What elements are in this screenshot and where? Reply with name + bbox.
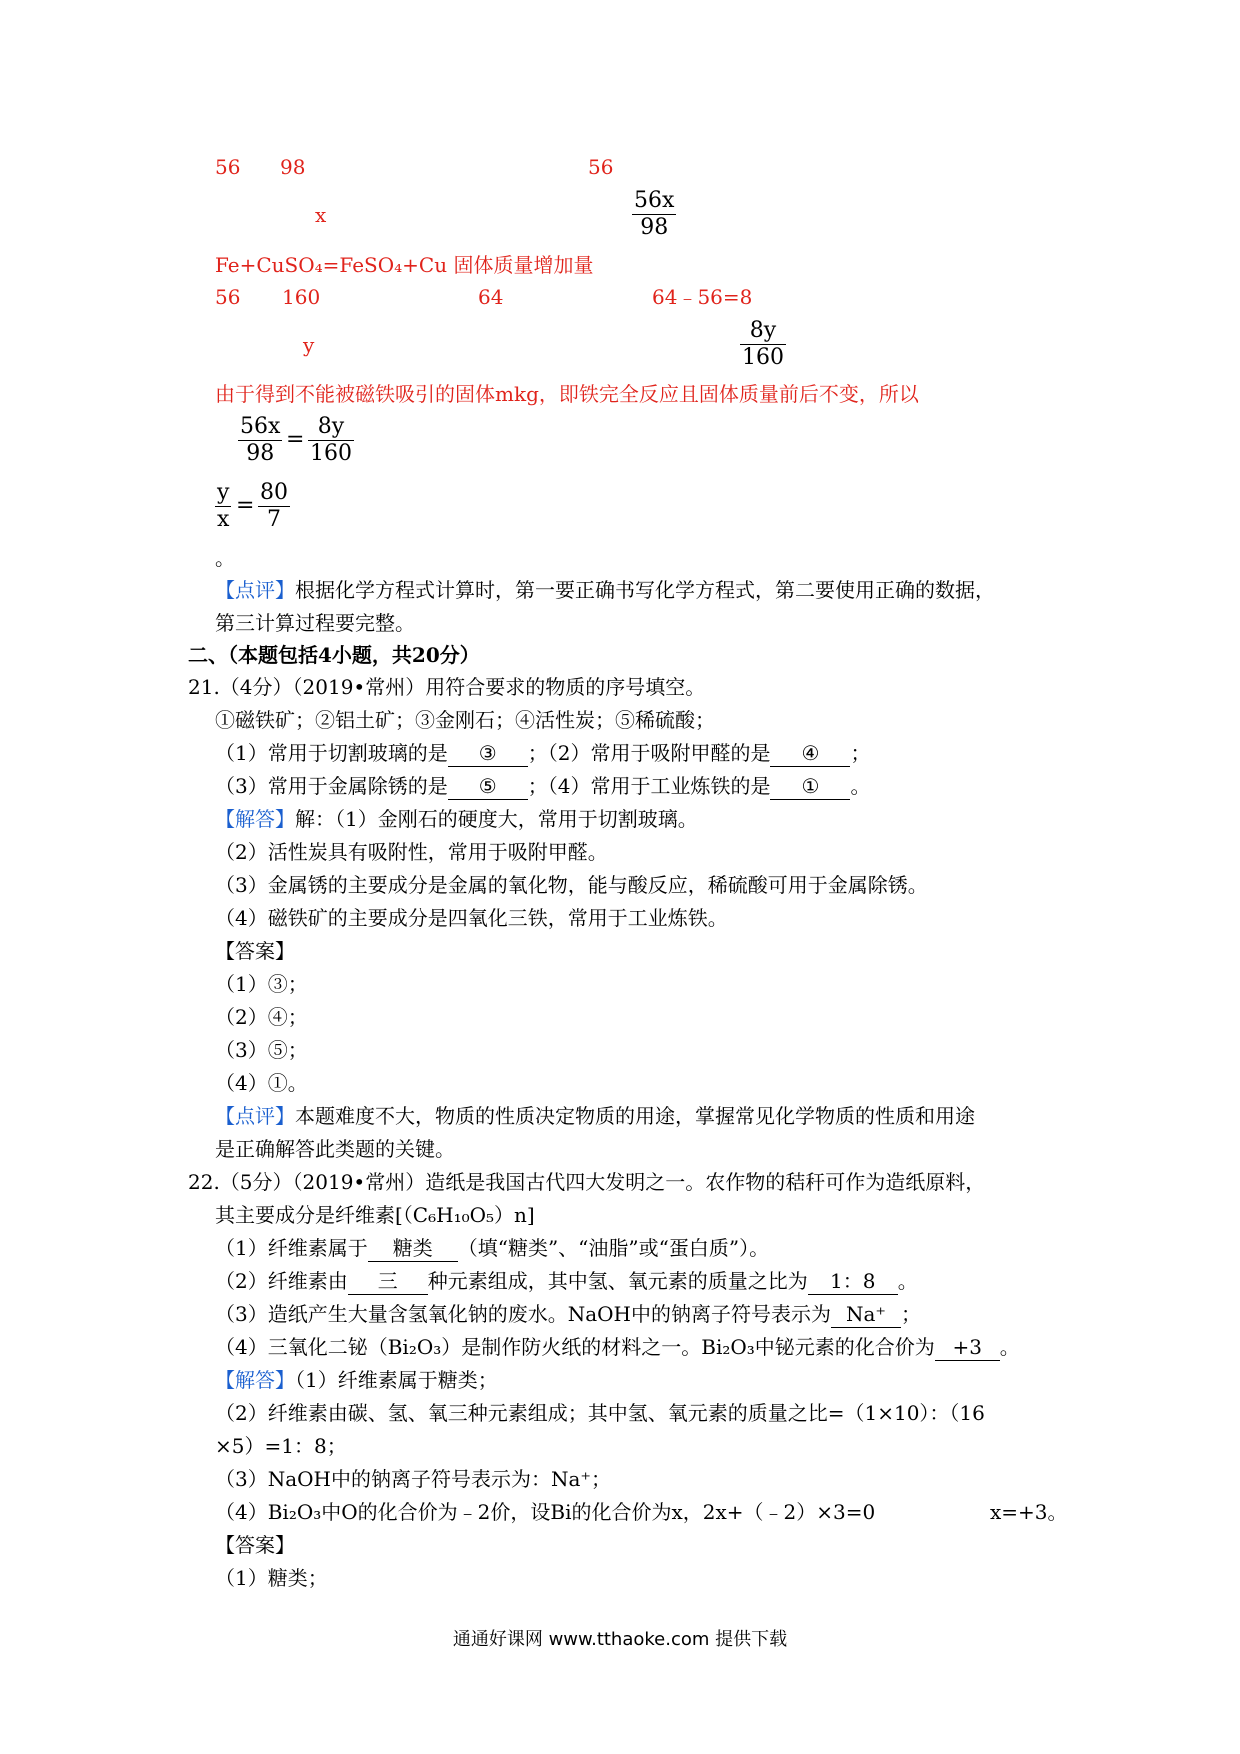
section-title: 二、（本题包括4小题，共20分） [188, 643, 480, 667]
answer-blank: Na⁺ [831, 1301, 901, 1328]
answer-blank: ④ [770, 740, 850, 767]
q21-solution-1 [215, 806, 698, 832]
review-tag: 【点评】 [215, 578, 295, 602]
q22-stem-2: 其主要成分是纤维素[（C₆H₁₀O₅）n] [215, 1203, 535, 1227]
q21-solution-2: （2）活性炭具有吸附性，常用于吸附甲醛。 [215, 840, 608, 864]
solution-tag: 【解答】 [215, 807, 295, 831]
q22-text: （填“糖类”、“油脂”或“蛋白质”）。 [457, 1236, 770, 1260]
q21-text: ； [850, 741, 871, 765]
calc-row3-a: 56 [215, 285, 241, 309]
equals-sign: = [236, 493, 255, 518]
solution-text: （1）纤维素属于糖类； [295, 1368, 498, 1392]
frac-den: 160 [310, 441, 352, 466]
page-footer: 通通好课网 www.tthaoke.com 提供下载 [452, 1629, 788, 1650]
fraction-8y-160 [740, 318, 786, 371]
fraction-8y-160-eq [308, 414, 354, 467]
q22-text: 。 [897, 1269, 918, 1293]
calc-row3-c: 64 [478, 285, 504, 309]
q22-text: 。 [999, 1335, 1020, 1359]
calc-period: 。 [215, 546, 235, 570]
calc-x-label: x [315, 203, 327, 227]
frac-num: 8y [308, 414, 354, 441]
q22-part-4 [215, 1334, 1020, 1361]
review-tag: 【点评】 [215, 1104, 295, 1128]
q22-solution-3: （3）NaOH中的钠离子符号表示为：Na⁺； [215, 1467, 611, 1491]
frac-num: 8y [740, 318, 786, 345]
q22-text: （3）造纸产生大量含氢氧化钠的废水。NaOH中的钠离子符号表示为 [215, 1302, 831, 1326]
q22-solution-4a: （4）Bi₂O₃中O的化合价为﹣2价，设Bi的化合价为x，2x+（﹣2）×3=0 [215, 1500, 876, 1524]
frac-num: 56x [634, 188, 675, 213]
q22-text: （4）三氧化二铋（Bi₂O₃）是制作防火纸的材料之一。Bi₂O₃中铋元素的化合价为 [215, 1335, 935, 1359]
calc-equation-2: Fe+CuSO₄=FeSO₄+Cu 固体质量增加量 [215, 253, 594, 277]
q22-part-1 [215, 1235, 769, 1262]
fraction-56x-98 [632, 188, 676, 241]
q21-text: （1）常用于切割玻璃的是 [215, 741, 448, 765]
answer-blank: 1：8 [808, 1268, 898, 1295]
q21-stem: 21.（4分）（2019•常州）用符合要求的物质的序号填空。 [188, 675, 706, 699]
q22-answer-1: （1）糖类； [215, 1566, 328, 1590]
frac-num: 56x [240, 414, 281, 439]
frac-num: y [217, 480, 230, 505]
review-line-2: 第三计算过程要完整。 [215, 611, 415, 635]
q22-solution-2a: （2）纤维素由碳、氢、氧三种元素组成；其中氢、氧元素的质量之比=（1×10）：（16 [215, 1401, 985, 1425]
q21-text: ；（2）常用于吸附甲醛的是 [527, 741, 771, 765]
answer-blank: ⑤ [448, 773, 528, 800]
answer-blank: ① [770, 773, 850, 800]
frac-num: 80 [260, 480, 288, 505]
q21-answer-1: （1）③； [215, 972, 308, 996]
answer-blank: 三 [348, 1268, 428, 1295]
q22-part-3 [215, 1301, 921, 1328]
review-text: 本题难度不大，物质的性质决定物质的用途，掌握常见化学物质的性质和用途 [295, 1104, 975, 1128]
q21-text: （3）常用于金属除锈的是 [215, 774, 448, 798]
q22-text: ； [901, 1302, 921, 1326]
solution-text: 解：（1）金刚石的硬度大，常用于切割玻璃。 [295, 807, 698, 831]
frac-den: 98 [246, 441, 275, 466]
fraction-56x-98-eq [238, 414, 282, 467]
q22-solution-1 [215, 1367, 498, 1393]
calc-reason: 由于得到不能被磁铁吸引的固体mkg，即铁完全反应且固体质量前后不变，所以 [215, 382, 919, 406]
q21-review-1 [215, 1103, 975, 1129]
q21-solution-3: （3）金属锈的主要成分是金属的氧化物，能与酸反应，稀硫酸可用于金属除锈。 [215, 873, 928, 897]
calc-row1-c: 56 [588, 155, 614, 179]
calc-row1-b: 98 [280, 155, 306, 179]
q22-part-2 [215, 1268, 918, 1295]
q21-answer-4: （4）①。 [215, 1071, 308, 1095]
answer-blank: ③ [448, 740, 528, 767]
q22-stem-1: 22.（5分）（2019•常州）造纸是我国古代四大发明之一。农作物的秸秆可作为造纸原料， [188, 1170, 986, 1194]
q21-line-1 [215, 740, 870, 767]
fraction-80-7 [258, 480, 290, 533]
answer-blank: +3 [935, 1334, 1000, 1361]
calc-y-label: y [303, 333, 315, 357]
frac-den: 98 [640, 215, 669, 240]
q22-text: 种元素组成，其中氢、氧元素的质量之比为 [427, 1269, 808, 1293]
review-line-1 [215, 577, 995, 603]
q21-line-2 [215, 773, 870, 800]
q21-answer-tag: 【答案】 [215, 939, 295, 963]
q22-text: （2）纤维素由 [215, 1269, 348, 1293]
calc-row1-a: 56 [215, 155, 241, 179]
fraction-y-x [215, 480, 231, 533]
review-text: 根据化学方程式计算时，第一要正确书写化学方程式，第二要使用正确的数据， [295, 578, 995, 602]
q21-answer-2: （2）④； [215, 1005, 308, 1029]
q22-answer-tag: 【答案】 [215, 1533, 295, 1557]
frac-den: 160 [742, 345, 784, 370]
q21-solution-4: （4）磁铁矿的主要成分是四氧化三铁，常用于工业炼铁。 [215, 906, 728, 930]
q21-review-2: 是正确解答此类题的关键。 [215, 1137, 455, 1161]
frac-den: x [217, 507, 230, 532]
q22-solution-2b: ×5）=1：8； [215, 1434, 347, 1458]
q21-text: 。 [850, 774, 871, 798]
q21-options: ①磁铁矿；②铝土矿；③金刚石；④活性炭；⑤稀硫酸； [215, 708, 715, 732]
q22-solution-4b: x=+3。 [990, 1500, 1068, 1524]
q21-answer-3: （3）⑤； [215, 1038, 308, 1062]
equals-sign: = [286, 427, 305, 452]
calc-row3-b: 160 [282, 285, 321, 309]
solution-tag: 【解答】 [215, 1368, 295, 1392]
frac-den: 7 [267, 507, 281, 532]
answer-blank: 糖类 [368, 1235, 458, 1262]
q21-text: ；（4）常用于工业炼铁的是 [527, 774, 771, 798]
q22-text: （1）纤维素属于 [215, 1236, 368, 1260]
calc-row3-d: 64﹣56=8 [652, 285, 753, 309]
